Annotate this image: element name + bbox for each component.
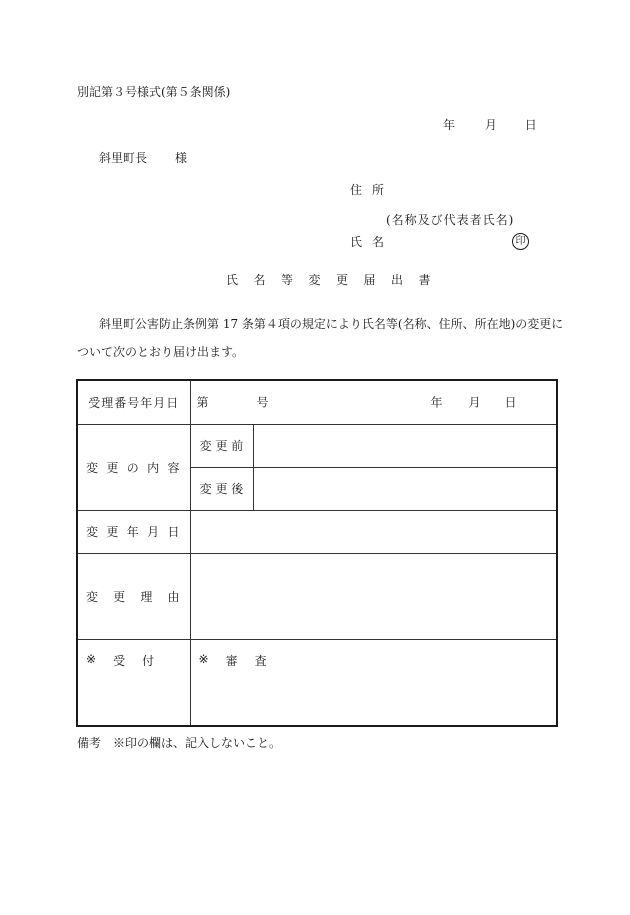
receipt-year: 年 <box>430 395 443 410</box>
body-text-line-1: 斜里町公害防止条例第 17 条第４項の規定により氏名等(名称、住所、所在地)の変更に <box>99 317 564 331</box>
body-text-line-2: ついて次のとおり届け出ます。 <box>77 345 245 359</box>
reception-label: ※ 受 付 <box>77 639 190 726</box>
receipt-go: 号 <box>256 395 269 410</box>
change-date-label: 変 更 年 月 日 <box>77 510 190 553</box>
before-field[interactable] <box>253 424 557 467</box>
row-change-reason <box>77 553 557 639</box>
change-reason-field[interactable] <box>190 553 557 639</box>
addressee-name: 斜里町長 <box>99 151 148 165</box>
receipt-label: 受理番号年月日 <box>77 380 190 424</box>
addressee-honorific: 様 <box>175 151 188 165</box>
form-reference: 別記第３号様式(第５条関係) <box>77 85 231 99</box>
receipt-number-field[interactable] <box>190 380 557 424</box>
before-label: 変 更 前 <box>190 424 253 467</box>
change-content-label: 変 更 の 内 容 <box>77 424 190 510</box>
after-label: 変 更 後 <box>190 467 253 510</box>
document-title: 氏名等変更届出書 <box>226 273 447 287</box>
change-date-field[interactable] <box>190 510 557 553</box>
row-change-date <box>77 510 557 553</box>
review-field: ※ 審 査 <box>190 639 557 726</box>
row-change-before <box>77 424 557 467</box>
row-office-use <box>77 639 557 726</box>
organization-hint: (名称及び代表者氏名) <box>386 213 515 227</box>
change-reason-label: 変 更 理 由 <box>77 553 190 639</box>
address-label: 住所 <box>350 183 395 197</box>
remarks-note: 備考 ※印の欄は、記入しないこと。 <box>77 736 282 750</box>
receipt-month: 月 <box>468 395 481 410</box>
row-receipt <box>77 380 557 424</box>
addressee <box>99 152 187 164</box>
notification-form-table <box>76 379 558 727</box>
receipt-dai: 第 <box>196 395 209 410</box>
date-year: 年 <box>443 118 456 132</box>
date-month: 月 <box>484 118 497 132</box>
name-label: 氏名 <box>350 235 395 249</box>
seal-mark-icon: 印 <box>512 233 529 250</box>
date-line <box>443 119 537 131</box>
receipt-day: 日 <box>504 395 517 410</box>
date-day: 日 <box>524 118 537 132</box>
after-field[interactable] <box>253 467 557 510</box>
